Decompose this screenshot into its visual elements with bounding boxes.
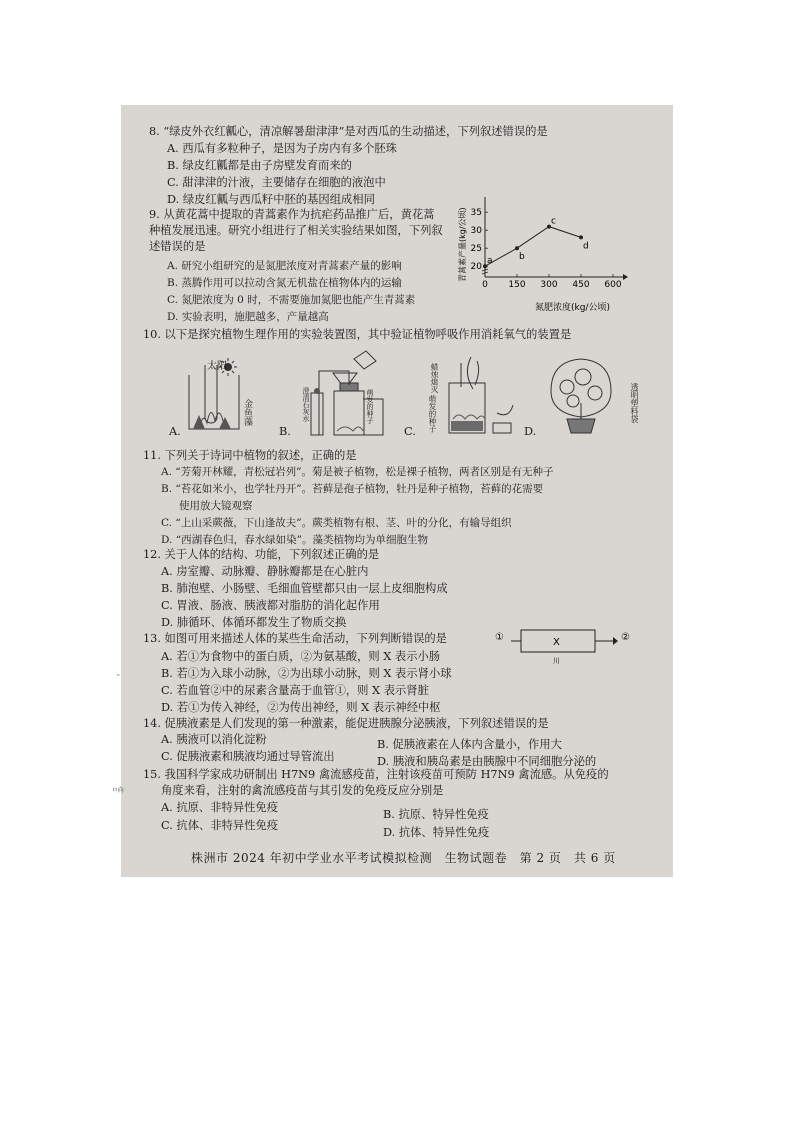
y-tick-label: 25: [470, 244, 482, 255]
q15-option-d: D. 抗体、特异性免疫: [383, 826, 490, 839]
q12-option-a: A. 房室瓣、动脉瓣、静脉瓣都是在心脏内: [161, 565, 369, 578]
q9-option-a: A. 研究小组研究的是氮肥浓度对青蒿素产量的影响: [167, 260, 402, 272]
x-tick-label: 150: [508, 280, 526, 290]
page-footer: 株洲市 2024 年初中学业水平考试模拟检测 生物试题卷 第 2 页 共 6 页: [191, 851, 616, 865]
chart-x-axis-label: 氮肥浓度(kg/公顷): [535, 303, 610, 313]
q9-option-d: D. 实验表明，施肥越多，产量越高: [167, 311, 329, 323]
q12-stem: 12. 关于人体的结构、功能，下列叙述正确的是: [143, 548, 380, 561]
data-point-label: b: [519, 252, 525, 263]
q11-option-b-line2: 使用放大镜观察: [179, 500, 253, 512]
q11-option-a: A. “芳菊开林耀，青松冠岩列”。菊是被子植物，松是裸子植物，两者区别是有无种子: [161, 466, 554, 478]
q13-option-d: D. 若①为传入神经，②为传出神经，则 X 表示神经中枢: [161, 701, 441, 714]
q9-stem-line1: 9. 从黄花蒿中提取的青蒿素作为抗疟药品推广后，黄花蒿: [149, 208, 435, 221]
label-sun: 太阳: [207, 361, 227, 372]
q13-option-b: B. 若①为入球小动脉，②为出球小动脉，则 X 表示肾小球: [161, 667, 452, 680]
q8-stem: 8. “绿皮外衣红瓤心，清凉解暑甜津津”是对西瓜的生动描述，下列叙述错误的是: [149, 125, 548, 138]
label-germinating-seeds-b: 萌发的种子: [366, 389, 374, 424]
x-tick-label: 300: [540, 280, 558, 290]
q10-apparatus-figures: [121, 343, 673, 443]
x-tick-label: 450: [572, 280, 590, 290]
label-goldfish-weed: 金鱼藻: [242, 399, 252, 426]
q9-option-c: C. 氮肥浓度为 0 时，不需要施加氮肥也能产生青蒿素: [167, 294, 416, 306]
q10-option-a: A.: [169, 425, 181, 438]
q9-option-b: B. 蒸腾作用可以拉动含氮无机盐在植物体内的运输: [167, 277, 402, 289]
q12-option-c: C. 胃液、肠液、胰液都对脂肪的消化起作用: [161, 599, 380, 612]
q10-option-b: B.: [279, 425, 291, 438]
q14-stem: 14. 促胰液素是人们发现的第一种激素，能促进胰腺分泌胰液，下列叙述错误的是: [143, 717, 549, 730]
label-transparent-bag: 透明塑料袋: [630, 383, 639, 423]
q10-option-c: C.: [404, 425, 416, 438]
data-point: [579, 235, 583, 239]
q11-stem: 11. 下列关于诗词中植物的叙述，正确的是: [143, 449, 357, 462]
series-line: [485, 227, 581, 267]
q14-option-a: A. 胰液可以消化淀粉: [161, 733, 267, 746]
label-limewater: 澄清石灰水: [302, 387, 310, 422]
diagram-caption: 川: [553, 657, 560, 665]
q8-option-d: D. 绿皮红瓤与西瓜籽中胚的基因组成相同: [167, 193, 375, 206]
nitrogen-yield-chart: [447, 197, 637, 317]
y-tick-label: 20: [470, 262, 482, 273]
y-tick-label: 30: [470, 226, 482, 237]
q13-option-c: C. 若血管②中的尿素含量高于血管①，则 X 表示肾脏: [161, 684, 429, 697]
q11-option-c: C. “上山采蕨薇，下山逢故夫”。蕨类植物有根、茎、叶的分化，有输导组织: [161, 517, 512, 529]
label-candle-extinguished: 蜡烛熄灭: [430, 363, 439, 393]
q15-stem-line1: 15. 我国科学家成功研制出 H7N9 禽流感疫苗，注射该疫苗可预防 H7N9 禽流感。从免疫的: [143, 768, 609, 781]
data-point: [515, 246, 519, 250]
diagram-box-label: X: [553, 637, 560, 648]
diagram-input-label: ①: [495, 632, 504, 643]
q9-stem-line2: 种植发展迅速。研究小组进行了相关实验结果如图，下列叙: [149, 224, 443, 237]
q12-option-b: B. 肺泡壁、小肠壁、毛细血管壁都只由一层上皮细胞构成: [161, 582, 448, 595]
data-point-label: a: [487, 256, 493, 267]
q9-stem-line3: 述错误的是: [149, 240, 206, 253]
chart-y-axis-label: 青蒿素产量(kg/公顷): [458, 207, 467, 282]
data-point-label: c: [551, 216, 556, 227]
q8-option-a: A. 西瓜有多粒种子，是因为子房内有多个胚珠: [167, 142, 397, 155]
q13-flow-diagram: [493, 625, 643, 665]
q8-option-c: C. 甜津津的汁液，主要储存在细胞的液泡中: [167, 176, 386, 189]
edge-mark-1: ": [117, 674, 120, 681]
q14-option-d: D. 胰液和胰岛素是由胰腺中不同细胞分泌的: [377, 755, 597, 768]
q15-option-c: C. 抗体、非特异性免疫: [161, 819, 279, 832]
q13-stem: 13. 如图可用来描述人体的某些生命活动，下列判断错误的是: [143, 632, 447, 645]
q11-option-d: D. “西湖春色归，春水绿如染”。藻类植物均为单细胞生物: [161, 534, 428, 546]
q11-option-b-line1: B. “苔花如米小，也学牡丹开”。苔藓是孢子植物，牡丹是种子植物，苔藓的花需要: [161, 483, 544, 495]
q12-option-d: D. 肺循环、体循环都发生了物质交换: [161, 616, 347, 629]
x-tick-label: 0: [482, 280, 488, 290]
q10-stem: 10. 以下是探究植物生理作用的实验装置图，其中验证植物呼吸作用消耗氧气的装置是: [143, 328, 572, 341]
q15-option-b: B. 抗原、特异性免疫: [383, 808, 489, 821]
label-germinating-seeds-c: 萌发的种子: [428, 395, 437, 433]
diagram-output-label: ②: [621, 632, 630, 643]
q8-option-b: B. 绿皮红瓤都是由子房壁发育而来的: [167, 159, 352, 172]
figure-d-apparatus: [551, 359, 611, 433]
q13-option-a: A. 若①为食物中的蛋白质，②为氨基酸，则 X 表示小肠: [161, 650, 441, 663]
x-axis-arrow: [623, 274, 628, 280]
q14-option-b: B. 促胰液素在人体内含量小，作用大: [377, 738, 562, 751]
exam-page: [121, 105, 673, 877]
edge-mark-2: ㅁ向: [112, 787, 124, 794]
q15-option-a: A. 抗原、非特异性免疫: [161, 801, 279, 814]
q14-option-c: C. 促胰液素和胰液均通过导管流出: [161, 750, 335, 763]
y-tick-label: 35: [470, 208, 482, 219]
q10-option-d: D.: [524, 425, 537, 438]
q15-stem-line2: 角度来看，注射的禽流感疫苗与其引发的免疫反应分别是: [161, 784, 444, 797]
figure-c-apparatus: [449, 357, 513, 433]
data-point-label: d: [583, 241, 589, 252]
x-tick-label: 600: [604, 280, 622, 290]
